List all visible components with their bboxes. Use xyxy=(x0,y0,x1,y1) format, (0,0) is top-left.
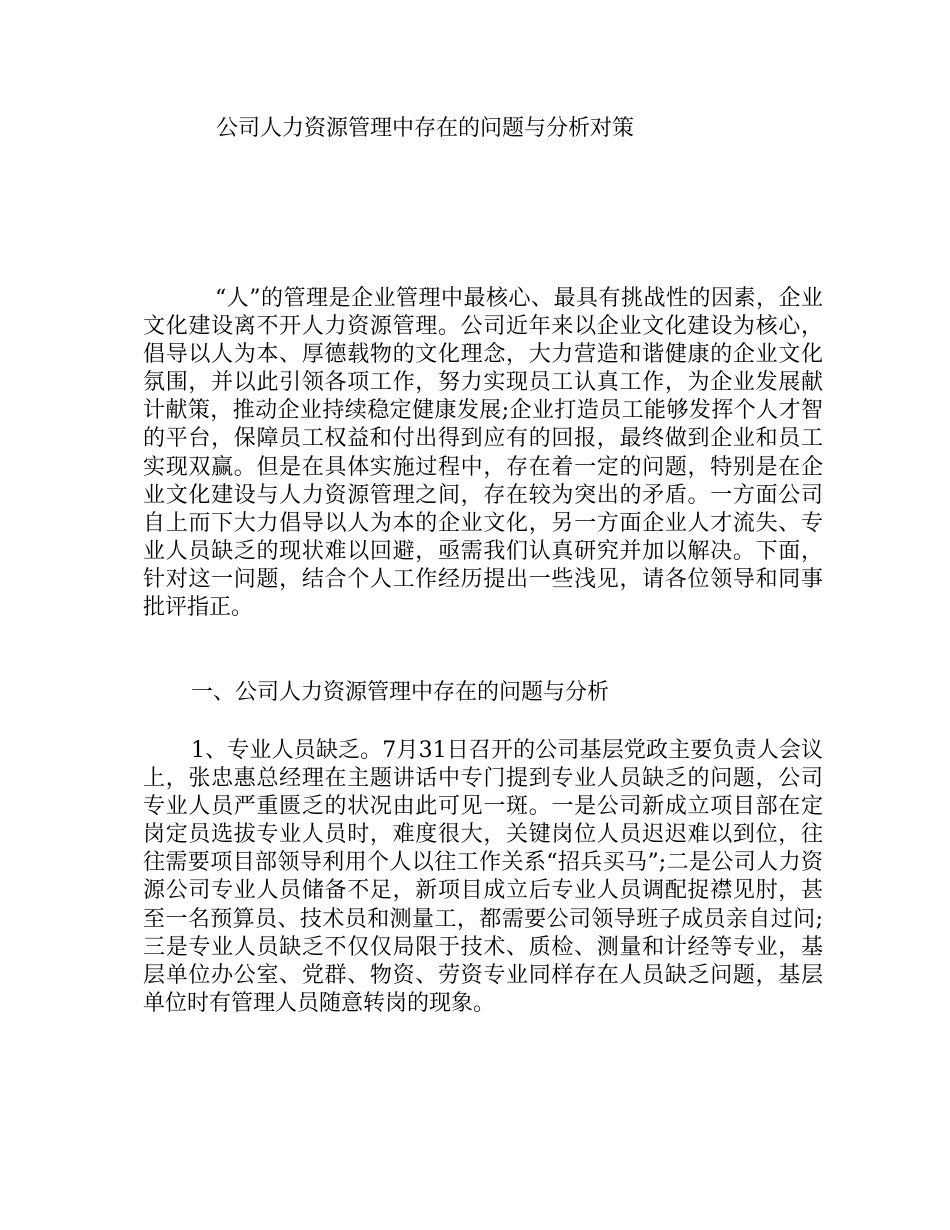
document-title: 公司人力资源管理中存在的问题与分析对策 xyxy=(216,116,635,141)
intro-paragraph: “人”的管理是企业管理中最核心、最具有挑战性的因素，企业文化建设离不开人力资源管理。公司近年来以企业文化建设为核心，倡导以人为本、厚德载物的文化理念，大力营造和谐健康的企业文化氛围，并以此引领各项工作，努力实现员工认真工作，为企业发展献计献策，推动企业持续稳定健康发展;企业打造员工能够发挥个人才智的平台，保障员工权益和付出得到应有的回报，最终做到企业和员工实现双赢。但是在具体实施过程中，存在着一定的问题，特别是在企业文化建设与人力资源管理之间，存在较为突出的矛盾。一方面公司自上而下大力倡导以人为本的企业文化，另一方面企业人才流失、专业人员缺乏的现状难以回避，亟需我们认真研究并加以解决。下面，针对这一问题，结合个人工作经历提出一些浅见，请各位领导和同事批评指正。 xyxy=(143,286,823,621)
section-heading: 一、公司人力资源管理中存在的问题与分析 xyxy=(191,680,610,705)
section-paragraph: 1、专业人员缺乏。7月31日召开的公司基层党政主要负责人会议上，张忠惠总经理在主题讲话中专门提到专业人员缺乏的问题，公司专业人员严重匮乏的状况由此可见一斑。一是公司新成立项目部在定岗定员选拔专业人员时，难度很大，关键岗位人员迟迟难以到位，往往需要项目部领导利用个人以往工作关系“招兵买马”;二是公司人力资源公司专业人员储备不足，新项目成立后专业人员调配捉襟见肘，甚至一名预算员、技术员和测量工，都需要公司领导班子成员亲自过问;三是专业人员缺乏不仅仅局限于技术、质检、测量和计经等专业，基层单位办公室、党群、物资、劳资专业同样存在人员缺乏问题，基层单位时有管理人员随意转岗的现象。 xyxy=(143,738,823,1016)
